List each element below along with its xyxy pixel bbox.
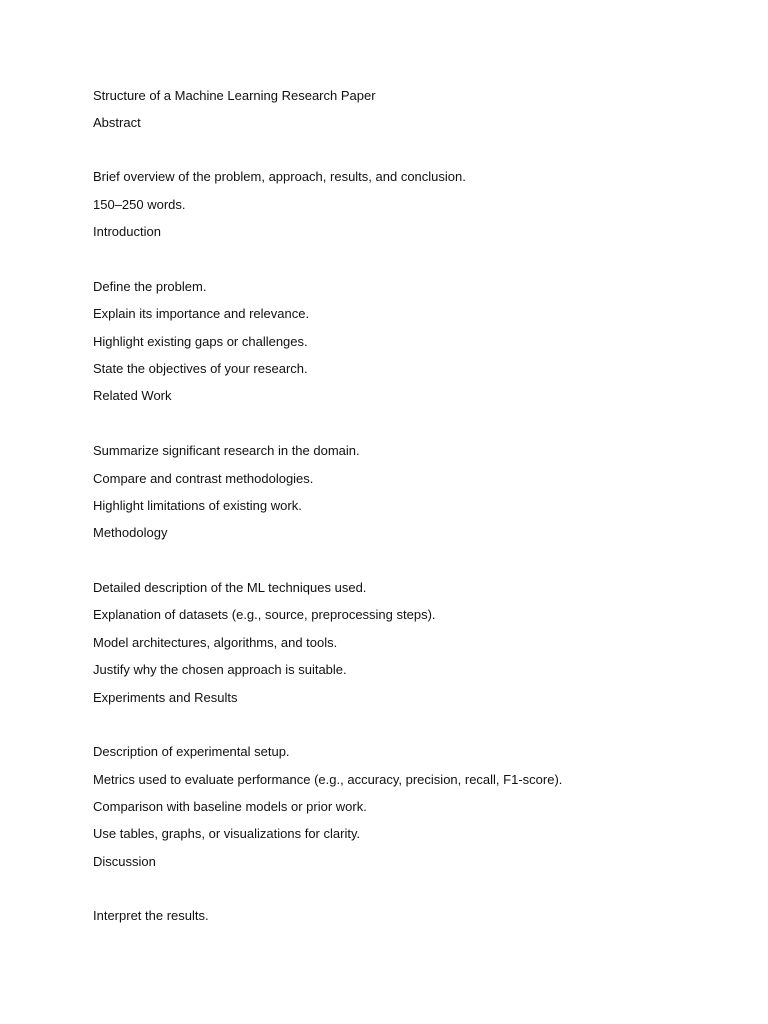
related-work-item: Compare and contrast methodologies. (93, 471, 314, 486)
experiments-item: Comparison with baseline models or prior work. (93, 799, 367, 814)
methodology-item: Explanation of datasets (e.g., source, preprocessing steps). (93, 607, 436, 622)
experiments-item: Use tables, graphs, or visualizations for clarity. (93, 826, 361, 841)
introduction-item: Explain its importance and relevance. (93, 306, 310, 321)
section-heading-related-work: Related Work (93, 388, 172, 403)
abstract-item: 150–250 words. (93, 197, 186, 212)
introduction-item: Define the problem. (93, 279, 207, 294)
section-heading-discussion: Discussion (93, 854, 156, 869)
experiments-item: Metrics used to evaluate performance (e.g., accuracy, precision, recall, F1-score). (93, 772, 563, 787)
section-heading-experiments: Experiments and Results (93, 690, 238, 705)
related-work-item: Highlight limitations of existing work. (93, 498, 302, 513)
related-work-item: Summarize significant research in the domain. (93, 443, 360, 458)
section-heading-abstract: Abstract (93, 115, 141, 130)
document-title: Structure of a Machine Learning Research Paper (93, 88, 376, 103)
methodology-item: Detailed description of the ML techniques used. (93, 580, 367, 595)
abstract-item: Brief overview of the problem, approach, results, and conclusion. (93, 169, 466, 184)
methodology-item: Justify why the chosen approach is suitable. (93, 662, 347, 677)
methodology-item: Model architectures, algorithms, and tools. (93, 635, 338, 650)
introduction-item: Highlight existing gaps or challenges. (93, 334, 308, 349)
introduction-item: State the objectives of your research. (93, 361, 308, 376)
discussion-item: Interpret the results. (93, 908, 209, 923)
experiments-item: Description of experimental setup. (93, 744, 290, 759)
section-heading-methodology: Methodology (93, 525, 168, 540)
section-heading-introduction: Introduction (93, 224, 161, 239)
